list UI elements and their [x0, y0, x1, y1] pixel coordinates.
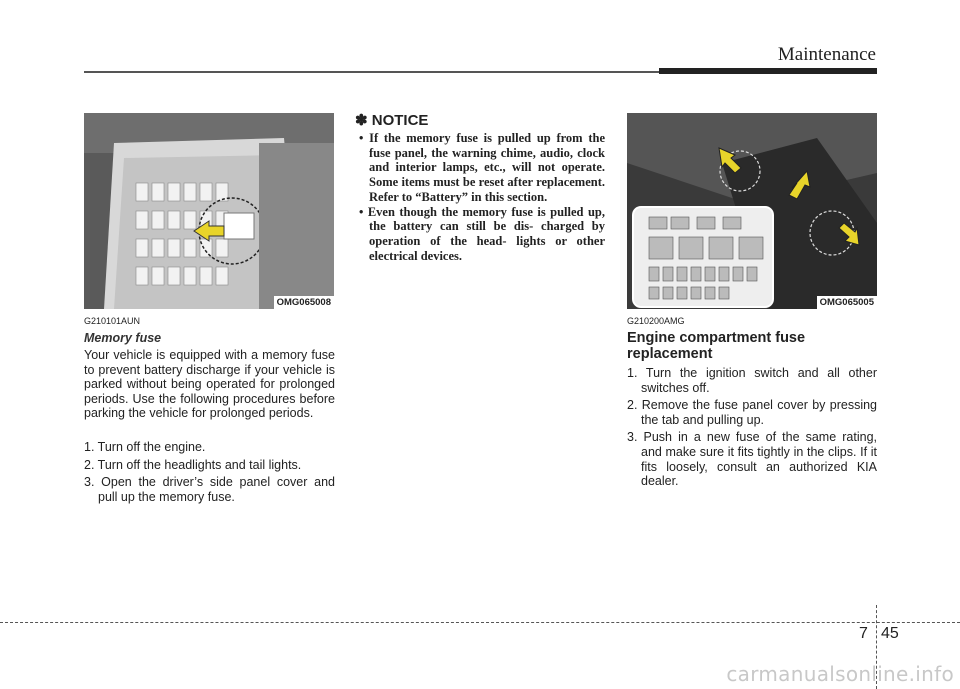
photo-label: OMG065005 [817, 296, 877, 309]
section-code: G210200AMG [627, 316, 685, 326]
fuse-panel-illustration [84, 113, 334, 309]
header-rule-accent [659, 68, 877, 74]
list-item: • Even though the memory fuse is pulled up, the battery can still be dis- charged by operation of the head- lights or other electrical devices. [359, 204, 605, 263]
notice-title: ✽ NOTICE [355, 112, 429, 129]
footer-rule [0, 622, 960, 623]
memory-fuse-photo [84, 113, 334, 309]
chapter-number: 7 [859, 625, 868, 642]
list-item: 1. Turn the ignition switch and all other switches off. [627, 366, 877, 395]
photo-label: OMG065008 [274, 296, 334, 309]
list-item: 1. Turn off the engine. [84, 440, 206, 454]
list-item: 3. Push in a new fuse of the same rating, and make sure it fits tightly in the clips. If it fits loosely, consult an authorized KIA dealer. [627, 430, 877, 489]
watermark: carmanualsonline.info [726, 662, 954, 686]
section-title: Engine compartment fuse replacement [627, 330, 806, 362]
memory-fuse-steps [84, 440, 335, 507]
engine-compartment-illustration [627, 113, 877, 309]
engine-fuse-photo [627, 113, 877, 309]
list-item: • If the memory fuse is pulled up from the fuse panel, the warning chime, audio, clock and interior lamps, etc., will not operate. Some items must be reset after replacement. Refer to “Battery” in this section. [359, 131, 605, 204]
header-rule [84, 71, 659, 73]
section-subtitle: Memory fuse [84, 331, 162, 345]
list-item: 2. Remove the fuse panel cover by pressing the tab and pulling up. [627, 398, 877, 427]
page-number: 45 [881, 625, 899, 642]
memory-fuse-description: Your vehicle is equipped with a memory fuse to prevent battery discharge if your vehicle is parked without being operated for prolonged periods. Use the following procedures before parking the vehicle for prolonged periods. [84, 348, 335, 421]
notice-list [355, 131, 605, 263]
list-item: 3. Open the driver’s side panel cover and pull up the memory fuse. [84, 475, 335, 504]
section-code: G210101AUN [84, 316, 141, 326]
page-header-title: Maintenance [777, 44, 876, 65]
list-item: 2. Turn off the headlights and tail lights. [84, 457, 302, 472]
engine-fuse-steps [627, 366, 877, 492]
